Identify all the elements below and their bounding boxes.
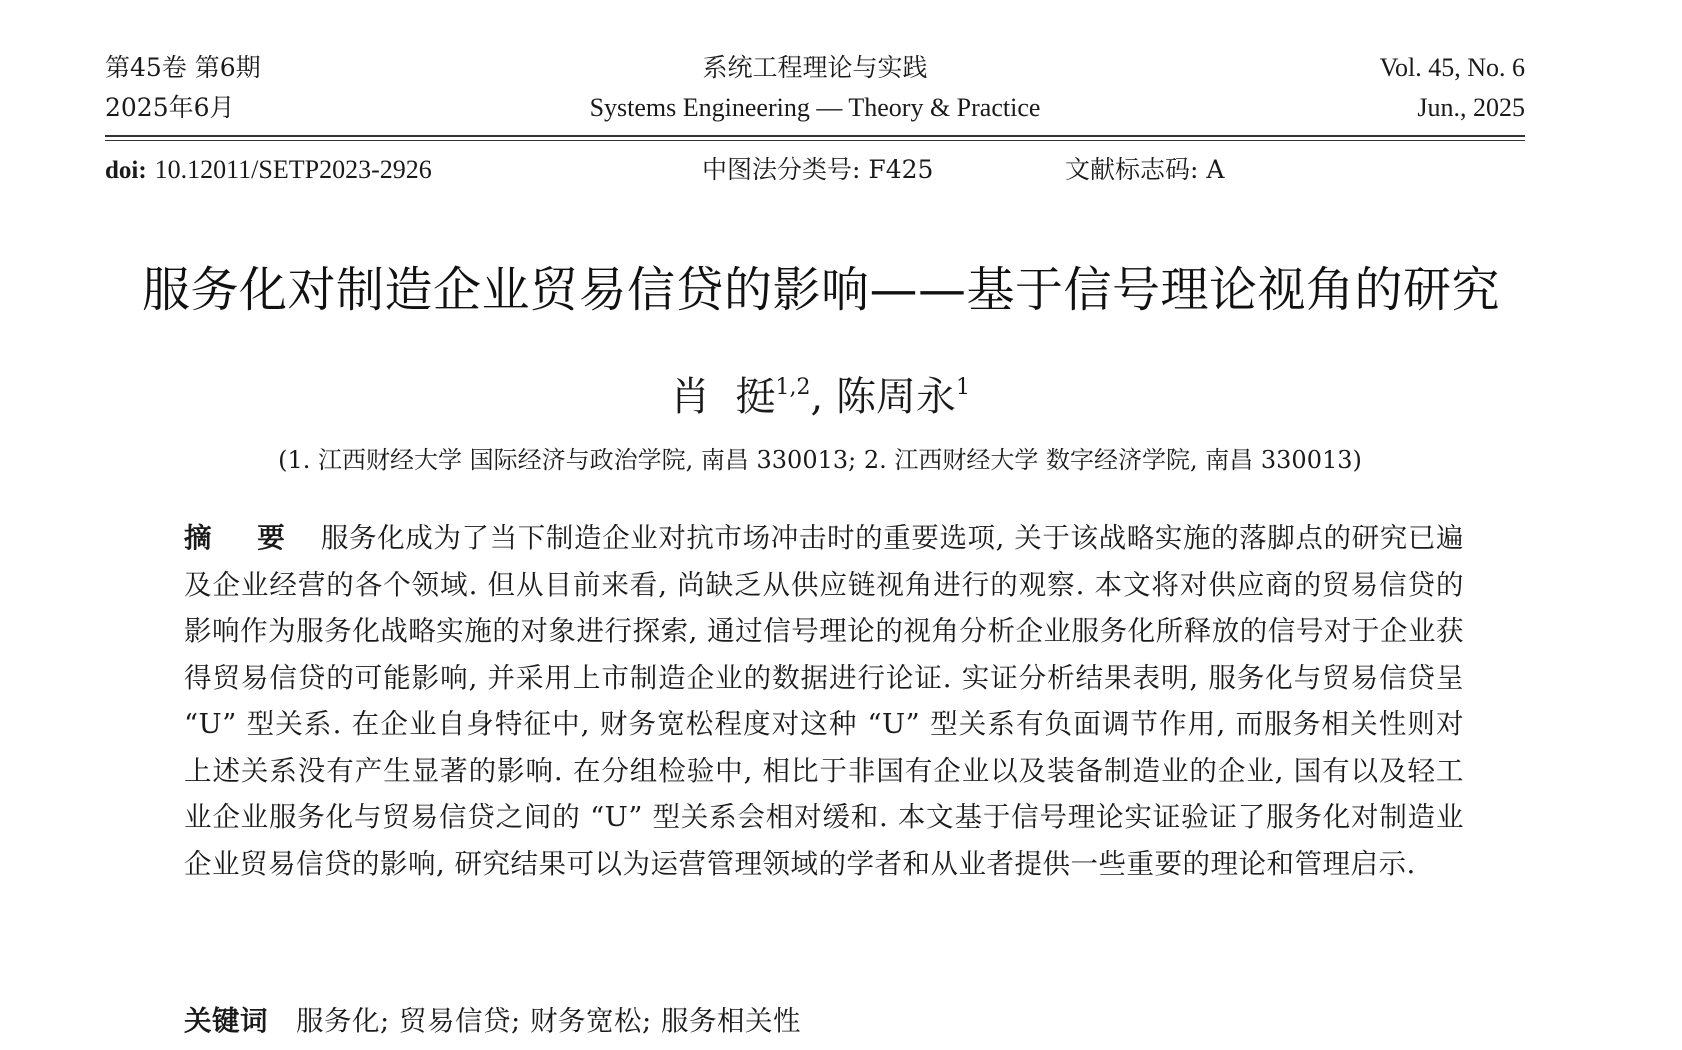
journal-date-en: Jun., 2025 [1417,93,1525,122]
journal-volume-en: Vol. 45, No. 6 [1379,53,1525,82]
abstract-label: 摘 要 [184,522,303,554]
journal-volume-cn: 第45卷 第6期 [105,53,261,82]
affiliations: (1. 江西财经大学 国际经济与政治学院, 南昌 330013; 2. 江西财经大学 数字经济学院, 南昌 330013) [278,446,1362,474]
author-affiliation-mark: 1 [955,375,970,400]
author-separator: , [810,374,836,420]
author-affiliation-mark: 1,2 [775,375,811,400]
abstract-text: 服务化成为了当下制造企业对抗市场冲击时的重要选项, 关于该战略实施的落脚点的研究已遍及企业经营的各个领域. 但从目前来看, 尚缺乏从供应链视角进行的观察. 本文将对供应商的贸易信贷的影响作为服务化战略实施的对象进行探索, 通过信号理论的视角分析企业服务化所释放的信号对于企业获得贸易信贷的可能影响, 并采用上市制造企业的数据进行论证. 实证分析结果表明, 服务化与贸易信贷呈 “U” 型关系. 在企业自身特征中, 财务宽松程度对这种 “U” 型关系有负面调节作用, 而服务相关性则对上述关系没有产生显著的影响. 在分组检验中, 相比于非国有企业以及装备制造业的企业, 国有以及轻工业企业服务化与贸易信贷之间的 “U” 型关系会相对缓和. 本文基于信号理论实证验证了服务化对制造业企业贸易信贷的影响, 研究结果可以为运营管理领域的学者和从业者提供一些重要的理论和管理启示. [184,522,1464,880]
article-meta-row [105,150,1525,190]
header-rule-thin [105,140,1525,141]
keywords-label: 关键词 [184,1005,268,1037]
journal-name-cn: 系统工程理论与实践 [702,53,928,82]
author-name: 肖 挺 [670,374,776,420]
article-title: 服务化对制造企业贸易信贷的影响——基于信号理论视角的研究 [141,262,1500,318]
running-header-row-1 [105,48,1525,88]
header-rule-thick [105,135,1525,137]
journal-date-cn: 2025年6月 [105,93,235,122]
doi [105,150,432,191]
keywords-text: 服务化; 贸易信贷; 财务宽松; 服务相关性 [296,1005,802,1037]
clc-number: 中图法分类号: F425 [702,155,934,184]
doi-label: doi: [105,157,147,184]
doi-value: 10.12011/SETP2023-2926 [154,155,432,184]
journal-name-en: Systems Engineering — Theory & Practice [589,93,1041,122]
running-header-row-2 [105,88,1525,128]
keywords [184,998,1464,1044]
document-code: 文献标志码: A [1065,155,1225,184]
author-name: 陈周永 [835,374,956,420]
abstract [184,515,1464,887]
author-list [0,370,1640,424]
